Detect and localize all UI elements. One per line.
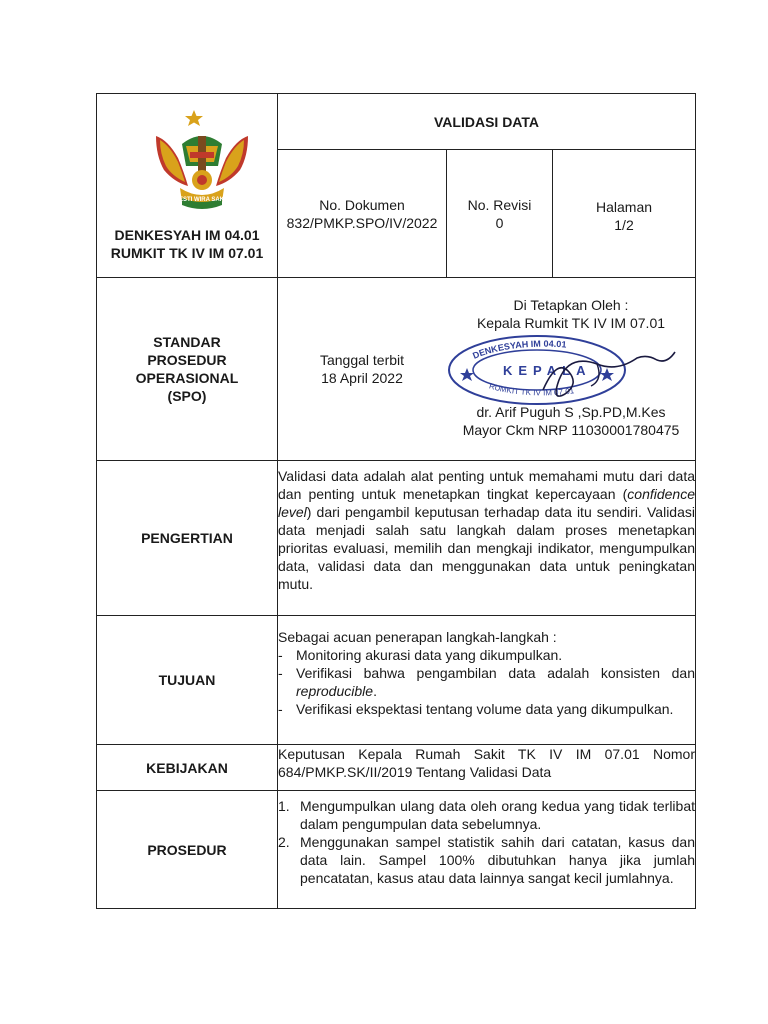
pengertian-label: PENGERTIAN [141,530,233,546]
spo-line-2: PROSEDUR [147,352,227,368]
spo-line-4: (SPO) [167,388,207,404]
pengertian-text [278,467,695,593]
item-number: 2. [278,834,290,850]
pengertian-text-b: ) dari pengambil keputusan terhadap data itu sendiri. Validasi data menjadi salah satu langkah dalam proses menetapkan prioritas evaluasi, memilih dan mengkaji indikator, mengumpulkan data, validasi data dan menggunakan data untuk peningkatan mutu. [278,504,695,592]
tujuan-item-2-italic: reproducible [296,683,374,699]
tujuan-item-2 [296,664,695,700]
doc-number-cell [278,150,446,277]
spo-line-1: STANDAR [153,334,221,350]
stamp-middle-text: KEPALA [503,363,592,378]
page-value: 1/2 [614,217,634,233]
signer-name: dr. Arif Puguh S ,Sp.PD,M.Kes [476,404,666,420]
tujuan-item [278,664,695,700]
doc-number-label: No. Dokumen [319,196,405,213]
approval-cell [447,278,695,460]
org-name [97,226,277,262]
org-line-1: DENKESYAH IM 04.01 [114,227,260,243]
prosedur-text [278,797,695,887]
kebijakan-text: Keputusan Kepala Rumah Sakit TK IV IM 07.01 Nomor 684/PMKP.SK/II/2019 Tentang Validasi Data [278,746,695,780]
tujuan-item [278,700,695,718]
spo-line-3: OPERASIONAL [135,370,239,386]
bullet-marker: - [278,701,283,717]
set-by-label: Di Tetapkan Oleh : [513,297,629,313]
page-label: Halaman [595,199,653,215]
tujuan-item-1: Monitoring akurasi data yang dikumpulkan. [296,647,563,663]
org-line-2: RUMKIT TK IV IM 07.01 [110,245,264,261]
prosedur-item-2: Menggunakan sampel statistik sahih dari catatan, kasus dan data lain. Sampel 100% dibutuhkan hanya jika jumlah pencatatan, kasus atau data lainnya sangat kecil jumlahnya. [300,834,695,886]
issue-date-cell [278,278,446,460]
tujuan-label: TUJUAN [158,672,216,688]
tujuan-item [278,646,695,664]
kebijakan-label: KEBIJAKAN [146,759,228,776]
tujuan-item-3: Verifikasi ekspektasi tentang volume data yang dikumpulkan. [296,701,674,717]
stamp-top-text: DENKESYAH IM 04.01 [471,338,567,361]
issue-date-label: Tanggal terbit [319,352,405,368]
set-by-title: Kepala Rumkit TK IV IM 07.01 [476,315,666,331]
logo-motto: HESTI WIRA SAKTI [174,197,230,203]
revision-label: No. Revisi [467,197,532,213]
stamp-bottom-text: RUMKIT TK IV IM 07.01 [488,381,575,398]
bullet-marker: - [278,665,283,681]
spo-label [97,278,277,460]
prosedur-item [278,797,695,833]
pengertian-text-a: Validasi data adalah alat penting untuk memahami mutu dari data dan penting untuk menetapkan tingkat kepercayaan ( [278,468,695,502]
prosedur-label: PROSEDUR [147,841,227,858]
tujuan-text [278,628,695,718]
tujuan-item-2-a: Verifikasi bahwa pengambilan data adalah konsisten dan [296,665,695,681]
revision-value: 0 [495,215,504,231]
bullet-marker: - [278,647,283,663]
prosedur-item-1: Mengumpulkan ulang data oleh orang kedua yang tidak terlibat dalam pengumpulan data sebelumnya. [300,798,695,832]
pengertian-text-italic: confidence level [278,486,695,520]
tujuan-item-2-b: . [373,683,377,699]
signer-rank: Mayor Ckm NRP 11030001780475 [462,422,680,438]
tujuan-intro: Sebagai acuan penerapan langkah-langkah : [278,629,557,645]
revision-cell [447,150,552,277]
issue-date-value: 18 April 2022 [321,370,403,386]
official-stamp-icon [447,328,695,408]
document-title: VALIDASI DATA [434,113,539,130]
prosedur-item [278,833,695,887]
page-cell [553,150,695,277]
doc-number-value: 832/PMKP.SPO/IV/2022 [286,214,438,231]
item-number: 1. [278,798,290,814]
